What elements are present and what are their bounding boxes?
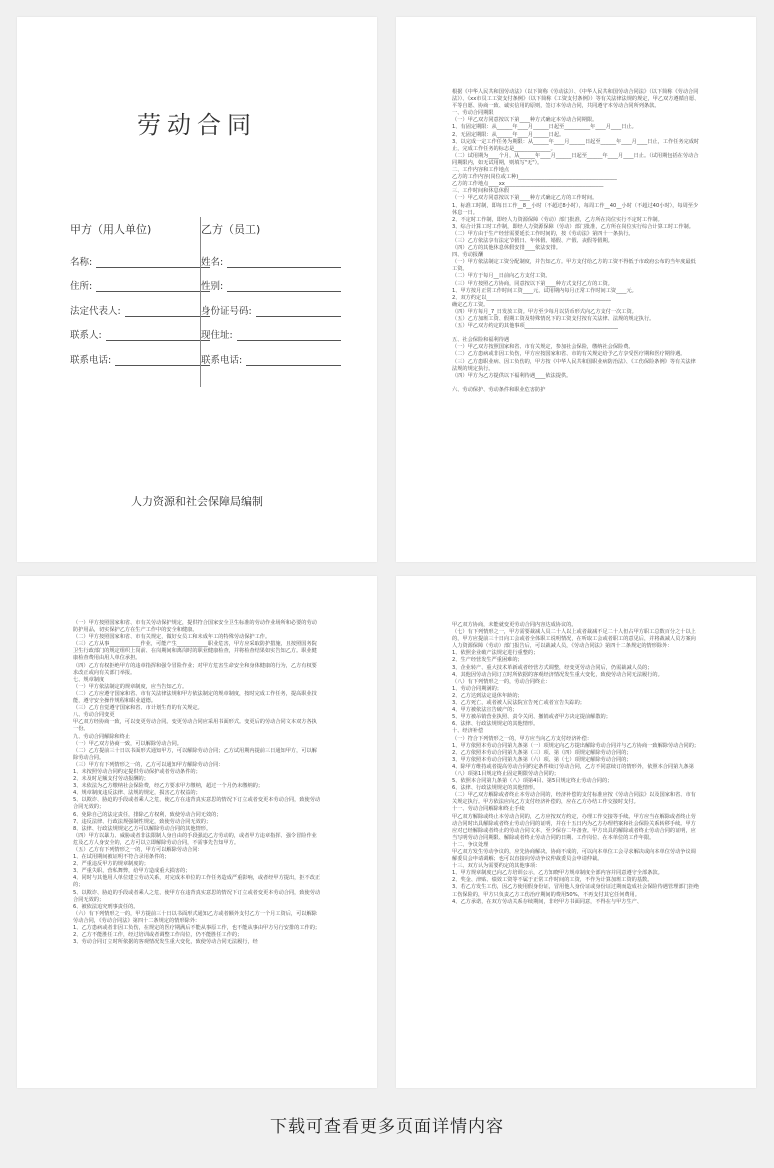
fill-line <box>106 330 210 341</box>
party-a-heading: 甲方（用人单位) <box>70 223 152 236</box>
fill-line <box>246 355 341 366</box>
party-b-gender-field: 性别: <box>201 268 341 293</box>
page-2-body: 根据《中华人民共和国劳动法》（以下简称《劳动法》）、《中华人民共和国劳动合同法》（以下简称《劳动合同法》）、《xx市员工工资支付条例》（以下简称《工资支付条例》）等有关法律法规的规定，甲乙双方遵循自愿、平等自愿、协商一致、诚实信用的原则，签订本劳动合同，共同遵守本劳动合同所列条款。 一、劳动合同期限 （一）甲乙双方同意按以下第____种方式确定本劳动合同期限。 1、有固定期限：从______年____月______日起至__________年____月____日止。 2、无固定期限：从______年____月______日起。 3、以完成一定工作任务为期限：从______年____月______日起至______年____月____日止，工作任务完成时止，完成工作任务的标志是______________。 （二）试用期为____个月，从______年____月______日起至______年____月____日止。（试用期包括在劳动合同期限内，如无试用期，则填写"无"）。 二、工作内容和工作地点 乙方的工作内容(岗位或工种)______________________________________ 乙方的工作地点____xx______________________________________ 三、工作时间和休息休假 （一）甲乙双方同意按以下第____种方式确定乙方的工作时间。 1、标准工时制，即每日工作__8__小时（不超过8小时），每周工作__40__小时（不超过40小时），每周至少休息一日。 2、不定时工作制，即经人力资源保障（劳动）部门批准，乙方所在岗位实行不定时工作制。 3、综合计算工时工作制，即经人力资源保障（劳动）部门批准，乙方所在岗位实行综合计算工时工作制。 （二）甲方由于生产经营需要延长工作时间的，按《劳动法》第四十一条执行。 （三）乙方依法享有法定节假日、年休假、婚假、产假、丧假等假期。 （四）乙方的其他休息休假安排____依法安排。 四、劳动报酬 （一）甲方依法制定工资分配制度，并告知乙方。甲方支付给乙方的工资不得低于市政府公布的当年度最低工资。 （二）甲方于每月__日前向乙方支付工资。 （三）甲方按照乙方协商，同意按以下第____种方式支付乙方的工资。 1、甲方按月正常工作时间工资____元，试用期内每月正常工作时间工资____元。 2、双方约定以________________________________________________ 确定乙方工资。 （四）甲方每月_7_日发放工资。甲方至少每月以货币形式向乙方支付一次工资。 （五）乙方加班工资、假期工资及特殊情况下的工资支付按有关法律、法规的规定执行。 （五）甲乙双方约定的其他事项____________________________________ 五、社会保险和福利待遇 （一）甲乙双方按照国家和省、市有关规定，参加社会保险，缴纳社会保险费。 （二）乙方患病或非因工负伤，甲方应按国家和省、市的有关规定给予乙方享受医疗期和医疗期待遇。 （三）乙方患职业病、因工负伤的，甲方按《中华人民共和国职业病防治法》、《工伤保险条例》等有关法律法规的规定执行。 （四）甲方为乙方提供以下福利待遇____依法提供。 六、劳动保护、劳动条件和职业危害防护 <box>452 89 700 393</box>
issuer-note: 人力资源和社会保障局编制 <box>131 495 263 508</box>
party-b-name-field: 姓名: <box>201 243 341 268</box>
page-4-body: 甲乙双方协商，未能就变更劳动合同内容达成协议的。 （七）有下列情形之一，甲方需要裁减人员二十人以上或者裁减不足二十人但占甲方职工总数百分之十以上的，甲方应提前三十日向工会或者全体职工说明情况，在听取工会或者职工的意见后，并将裁减人员方案向人力资源保障（劳动）部门报告后，可以裁减人员，《劳动合同法》第四十二条规定的情形除外： 1、依照企业破产法规定进行重整的； 2、生产经营发生严重困难的； 3、企业转产、重大技术革新或者经营方式调整，经变更劳动合同后，仍需裁减人员的； 4、其他因劳动合同订立时所依据的客观经济情况发生重大变化，致使劳动合同无法履行的。 （八）有下列情形之一的，劳动合同终止： 1、劳动合同期满的； 2、乙方达到法定退休年龄的； 3、乙方死亡，或者被人民法院宣告死亡或者宣告失踪的； 4、甲方被依法宣告破产的； 5、甲方被吊销营业执照、责令关闭、撤销或者甲方决定提前解散的； 6、法律、行政法规规定的其他情形。 十、经济补偿 （一）符合下列情形之一的，甲方应当向乙方支付经济补偿： 1、甲方依照本劳动合同第九条第（一）项规定向乙方提出解除劳动合同并与乙方协商一致解除劳动合同的； 2、乙方依照本劳动合同第九条第（三）项、第（四）项规定解除劳动合同的； 3、甲方依照本劳动合同第九条第（六）项、第（七）项规定解除劳动合同的； 4、除甲方维持或者提高劳动合同约定条件续订劳动合同，乙方不同意续订的情形外，依照本合同第九条第（八）项第1目规定终止固定期限劳动合同的； 5、依照本合同第九条第（八）项第4目、第5目规定终止劳动合同的； 6、法律、行政法规规定的其他情形。 （二）甲乙双方解除或者终止本劳动合同的，经济补偿的支付标准应按《劳动合同法》以及国家和省、市有关规定执行。甲方依法应向乙方支付经济补偿的，应在乙方办结工作交接时支付。 十一、劳动合同解除和终止手续 甲乙双方解除或终止本劳动合同的，乙方应按双方约定，办理工作交接等手续。甲方应当在解除或者终止劳动合同时出具解除或者终止劳动合同的证明，并在十五日内为乙方办理档案和社会保险关系转移手续。甲方应对已经解除或者终止的劳动合同文本，至少保存二年备查。甲方出具的解除或者终止劳动合同的证明，应当写明劳动合同期限、解除或者终止劳动合同的日期、工作岗位、在本单位的工作年限。 十二、争议处理 甲乙双方发生劳动争议的，应先协商解决。协商不成的，可以向本单位工会寻求解决或向本单位劳动争议调解委员会申请调解；也可以直接向劳动争议仲裁委员会申请仲裁。 十三、双方认为需要约定的其他事项： 1、甲方规章制度已向乙方培训公示，乙方知晓甲方规章制度全部内容并同意遵守全部条款。 2、奖金、津贴、绩效工资等不属于正常工作时间的工资，不作为计算加班工资的基数。 3、若乙方发生工伤，因乙方使用假身份证，冒用他人身份证或身份证过期而造成社会保险待遇管理部门拒绝工伤保险的，甲方只负责乙方工伤治疗期间的费用50%，不再支付其它任何费用。 4、乙方承诺，在双方劳动关系存续期间，非经甲方书面同意，不得在与甲方生产、 <box>452 622 700 905</box>
fill-line <box>227 281 341 292</box>
party-b-heading: 乙方（员工) <box>201 223 261 236</box>
party-b-id-field: 身份证号码: <box>201 292 341 317</box>
contract-page-4 <box>396 576 756 1088</box>
fill-line <box>96 281 210 292</box>
fill-line <box>227 257 341 268</box>
fill-line <box>125 306 210 317</box>
fill-line <box>115 355 210 366</box>
party-a-contact-field: 联系人: <box>70 317 210 342</box>
contract-title: 劳动合同 <box>137 111 257 139</box>
party-a-name-field: 名称: <box>70 243 210 268</box>
party-a-address-field: 住所: <box>70 268 210 293</box>
party-a-phone-field: 联系电话: <box>70 341 210 366</box>
party-a-representative-field: 法定代表人: <box>70 292 210 317</box>
page-3-body: （一）甲方按照国家和省、市有关劳动保护规定，提供符合国家安全卫生标准的劳动作业场所和必要的劳动防护用品，切实保护乙方在生产工作中的安全和健康。 （二）甲方按照国家和省、市有关规定，做好女员工和未成年工的特殊劳动保护工作。 （三）乙方从事____________作业，可能产生____________职业危害，甲方应采取防护措施，且按照国务院卫生行政部门的规定组织上岗前、在岗期间和离岗时的职业健康检查，并将检查结果如实告知乙方。职业健康检查费用由用人单位承担。 （四）乙方有权拒绝甲方的违章指挥和强令冒险作业；对甲方危害生命安全和身体健康的行为，乙方有权要求改正或向有关部门举报。 七、规章制度 （一）甲方依法制定的规章制度，应当告知乙方。 （二）乙方应遵守国家和省、市有关法律法规和甲方依法制定的规章制度，按时完成工作任务，提高职业技能，遵守安全操作规程和职业道德。 （三）乙方自觉遵守国家和省、市计划生育的有关规定。 八、劳动合同变更 甲乙双方经协商一致，可以变更劳动合同。变更劳动合同应采用书面形式。变更后的劳动合同文本双方各执一份。 九、劳动合同解除和终止 （一）甲乙双方协商一致，可以解除劳动合同。 （二）乙方提前三十日以书面形式通知甲方，可以解除劳动合同；乙方试用期内提前三日通知甲方，可以解除劳动合同。 （三）甲方有下列情形之一的，乙方可以通知甲方解除劳动合同： 1、未按照劳动合同约定提供劳动保护或者劳动条件的； 2、未及时足额支付劳动报酬的； 3、未依法为乙方缴纳社会保险费，经乙方要求甲方缴纳，超过一个月仍未缴纳的； 4、规章制度违反法律、法规的规定，损害乙方权益的； 5、以欺诈、胁迫的手段或者乘人之危，使乙方在违背真实意思的情况下订立或者变更本劳动合同，致使劳动合同无效的； 6、免除自己的法定责任，排除乙方权利，致使劳动合同无效的； 7、违反法律、行政法规强制性规定，致使劳动合同无效的； 8、法律、行政法规规定乙方可以解除劳动合同的其他情形。 （四）甲方以暴力、威胁或者非法限制人身自由的手段强迫乙方劳动的，或者甲方违章指挥、强令冒险作业危及乙方人身安全的，乙方可以立即解除劳动合同，不需事先告知甲方。 （五）乙方有下列情形之一的，甲方可以解除劳动合同： 1、在试用期间被证明不符合录用条件的； 2、严重违反甲方的规章制度的； 3、严重失职，营私舞弊，给甲方造成重大损害的； 4、同时与其他用人单位建立劳动关系，对完成本单位的工作任务造成严重影响，或者经甲方提出，拒不改正的； 5、以欺诈、胁迫的手段或者乘人之危，使甲方在违背真实意思的情况下订立或者变更本劳动合同，致使劳动合同无效的； 6、被依法追究刑事责任的。 （六）有下列情形之一的，甲方提前三十日以书面形式通知乙方或者额外支付乙方一个月工资后，可以解除劳动合同，《劳动合同法》第四十二条规定的情形除外： 1、乙方患病或者非因工负伤，在规定的医疗期满后不能从事原工作，也不能从事由甲方另行安排的工作的； 2、乙方不能胜任工作，经过培训或者调整工作岗位，仍不能胜任工作的； 3、劳动合同订立时所依据的客观情况发生重大变化，致使劳动合同无法履行，经 <box>73 620 321 946</box>
fill-line <box>256 306 341 317</box>
party-b-phone-field: 联系电话: <box>201 341 341 366</box>
download-prompt: 下载可查看更多页面详情内容 <box>270 1117 504 1137</box>
contract-page-2 <box>396 17 756 562</box>
party-a-section <box>70 217 210 366</box>
party-b-section <box>200 217 341 387</box>
fill-line <box>237 330 341 341</box>
contract-page-3 <box>17 576 377 1088</box>
party-b-address-field: 现住址: <box>201 317 341 342</box>
cover-page <box>17 17 377 562</box>
fill-line <box>96 257 210 268</box>
